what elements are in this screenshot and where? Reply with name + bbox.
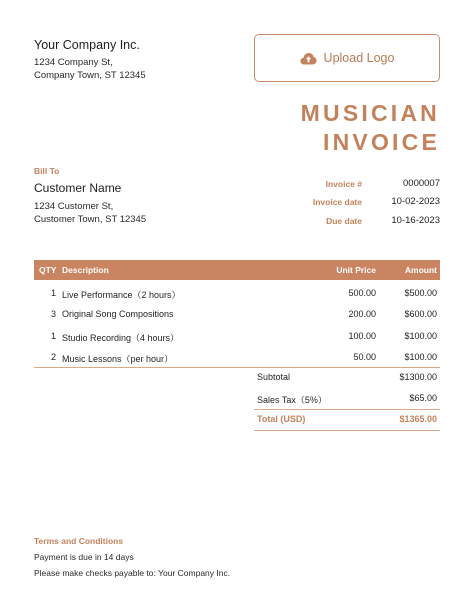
- table-row: [34, 327, 440, 347]
- due-date-row: [240, 215, 440, 229]
- cloud-upload-icon: [300, 52, 317, 65]
- invoice-date-row: [240, 196, 440, 210]
- row-unit-price: 100.00: [348, 331, 376, 341]
- row-description: Studio Recording（4 hours）: [62, 333, 180, 343]
- description-column-header: Description: [62, 265, 109, 275]
- row-amount: $500.00: [404, 288, 437, 298]
- table-row: [34, 284, 440, 304]
- row-qty: 1: [50, 331, 56, 341]
- items-table-header: [34, 260, 440, 280]
- terms-line2: Please make checks payable to: Your Company Inc.: [34, 568, 231, 578]
- table-divider: [34, 367, 440, 368]
- sales-tax-row: [254, 391, 440, 407]
- customer-address-line1: 1234 Customer St,: [34, 201, 114, 212]
- totals-divider-bottom: [254, 430, 440, 431]
- row-qty: 3: [50, 309, 56, 319]
- company-address-line2: Company Town, ST 12345: [34, 70, 146, 81]
- upload-logo-button[interactable]: [254, 34, 440, 82]
- subtotal-value: $1300.00: [399, 372, 437, 382]
- qty-column-header: QTY: [39, 265, 57, 275]
- row-amount: $100.00: [404, 352, 437, 362]
- row-qty: 2: [50, 352, 56, 362]
- company-name: Your Company Inc.: [34, 38, 140, 52]
- bill-to-label: Bill To: [34, 166, 60, 176]
- sales-tax-value: $65.00: [409, 393, 437, 403]
- row-amount: $100.00: [404, 331, 437, 341]
- customer-name: Customer Name: [34, 181, 122, 195]
- total-label: Total (USD): [257, 414, 306, 424]
- subtotal-row: [254, 370, 440, 386]
- total-value: $1365.00: [399, 414, 437, 424]
- row-unit-price: 200.00: [348, 309, 376, 319]
- subtotal-label: Subtotal: [257, 372, 291, 382]
- invoice-date-value: 10-02-2023: [391, 196, 440, 207]
- invoice-date-label: Invoice date: [312, 197, 362, 207]
- row-description: Original Song Compositions: [62, 309, 174, 319]
- row-amount: $600.00: [404, 309, 437, 319]
- invoice-title-line2: INVOICE: [323, 129, 440, 155]
- terms-line1: Payment is due in 14 days: [34, 552, 134, 562]
- customer-address-line2: Customer Town, ST 12345: [34, 214, 147, 225]
- row-description: Music Lessons（per hour）: [62, 354, 174, 364]
- invoice-number-row: [240, 178, 440, 192]
- total-row: [254, 412, 440, 428]
- row-unit-price: 50.00: [353, 352, 376, 362]
- invoice-number-label: Invoice #: [325, 179, 362, 189]
- totals-divider-top: [254, 409, 440, 410]
- row-description: Live Performance（2 hours）: [62, 290, 181, 300]
- invoice-title-line1: MUSICIAN: [300, 100, 440, 126]
- upload-logo-label: Upload Logo: [323, 51, 395, 65]
- row-qty: 1: [50, 288, 56, 298]
- due-date-label: Due date: [326, 216, 362, 226]
- invoice-number-value: 0000007: [403, 178, 440, 189]
- unit-price-column-header: Unit Price: [336, 265, 376, 275]
- table-row: [34, 305, 440, 325]
- due-date-value: 10-16-2023: [391, 215, 440, 226]
- company-address-line1: 1234 Company St,: [34, 57, 113, 68]
- row-unit-price: 500.00: [348, 288, 376, 298]
- sales-tax-label: Sales Tax（5%）: [257, 395, 327, 405]
- table-row: [34, 348, 440, 368]
- amount-column-header: Amount: [404, 265, 437, 275]
- terms-label: Terms and Conditions: [34, 536, 124, 546]
